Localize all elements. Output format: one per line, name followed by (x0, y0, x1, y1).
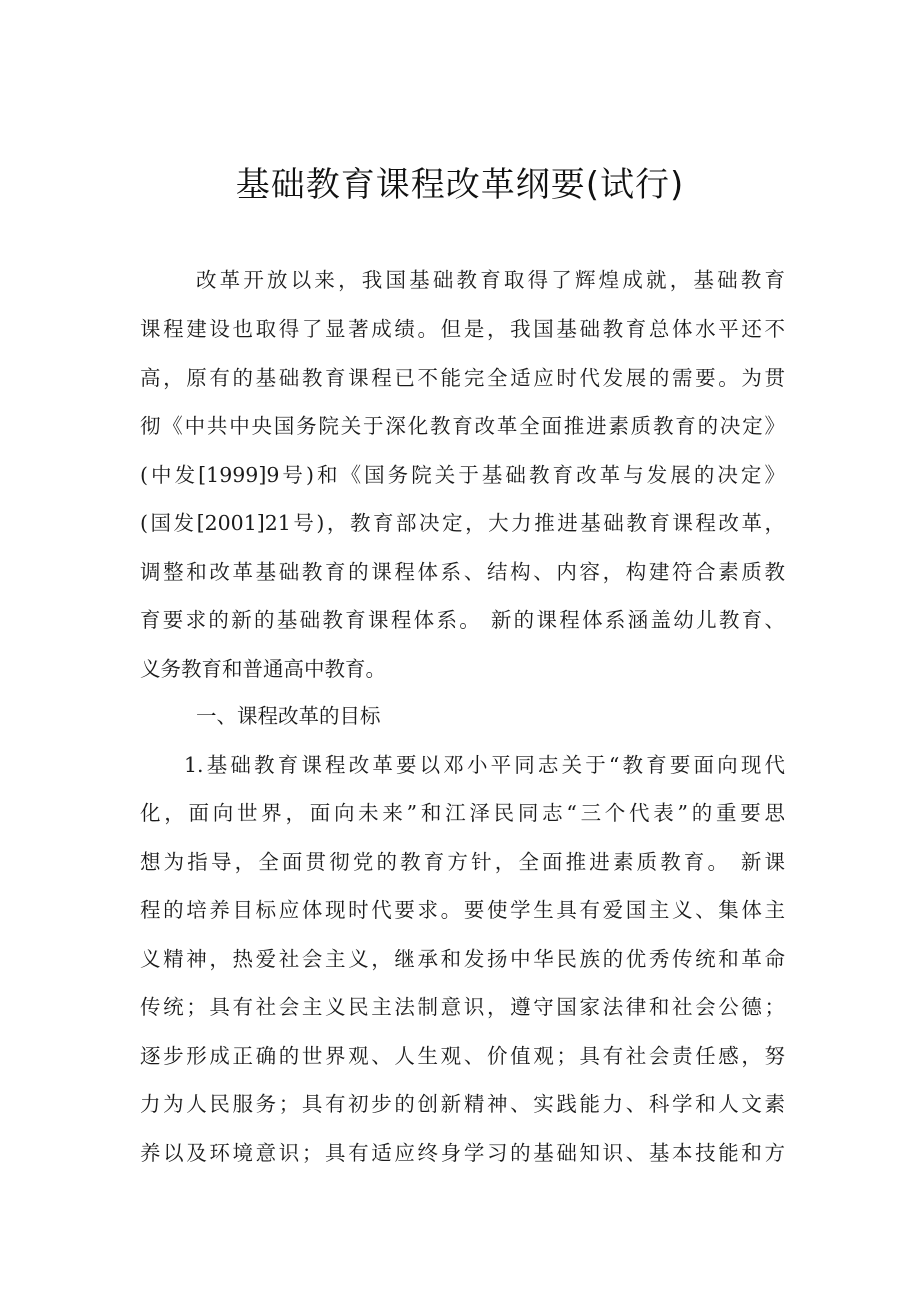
text-line: 义精神，热爱社会主义，继承和发扬中华民族的优秀传统和革命 (140, 947, 785, 971)
text-line: 想为指导，全面贯彻党的教育方针，全面推进素质教育。 新课 (140, 850, 785, 874)
text-line: 高，原有的基础教育课程已不能完全适应时代发展的需要。为贯 (140, 366, 785, 390)
text-line: 逐步形成正确的世界观、人生观、价值观；具有社会责任感，努 (140, 1044, 785, 1068)
text-line: (国发[2001]21号)，教育部决定，大力推进基础教育课程改革， (140, 511, 785, 535)
text-line: 调整和改革基础教育的课程体系、结构、内容，构建符合素质教 (140, 560, 785, 584)
text-line: 程的培养目标应体现时代要求。要使学生具有爱国主义、集体主 (140, 898, 785, 922)
text-line: 义务教育和普通高中教育。 (140, 657, 386, 681)
text-line: 课程建设也取得了显著成绩。但是，我国基础教育总体水平还不 (140, 317, 785, 341)
document-title: 基础教育课程改革纲要(试行) (235, 165, 685, 205)
text-line: 传统；具有社会主义民主法制意识，遵守国家法律和社会公德； (140, 995, 785, 1019)
text-line: 养以及环境意识；具有适应终身学习的基础知识、基本技能和方 (140, 1141, 785, 1165)
text-line: 力为人民服务；具有初步的创新精神、实践能力、科学和人文素 (140, 1092, 785, 1116)
text-line: 改革开放以来，我国基础教育取得了辉煌成就，基础教育 (196, 268, 785, 292)
text-line: (中发[1999]9号)和《国务院关于基础教育改革与发展的决定》 (140, 463, 785, 487)
text-line: 育要求的新的基础教育课程体系。 新的课程体系涵盖幼儿教育、 (140, 608, 785, 632)
text-line: 彻《中共中央国务院关于深化教育改革全面推进素质教育的决定》 (140, 414, 785, 438)
text-line: 1.基础教育课程改革要以邓小平同志关于“教育要面向现代 (184, 753, 785, 777)
section-heading: 一、课程改革的目标 (196, 704, 381, 728)
text-line: 化，面向世界，面向未来”和江泽民同志“三个代表”的重要思 (140, 801, 785, 825)
